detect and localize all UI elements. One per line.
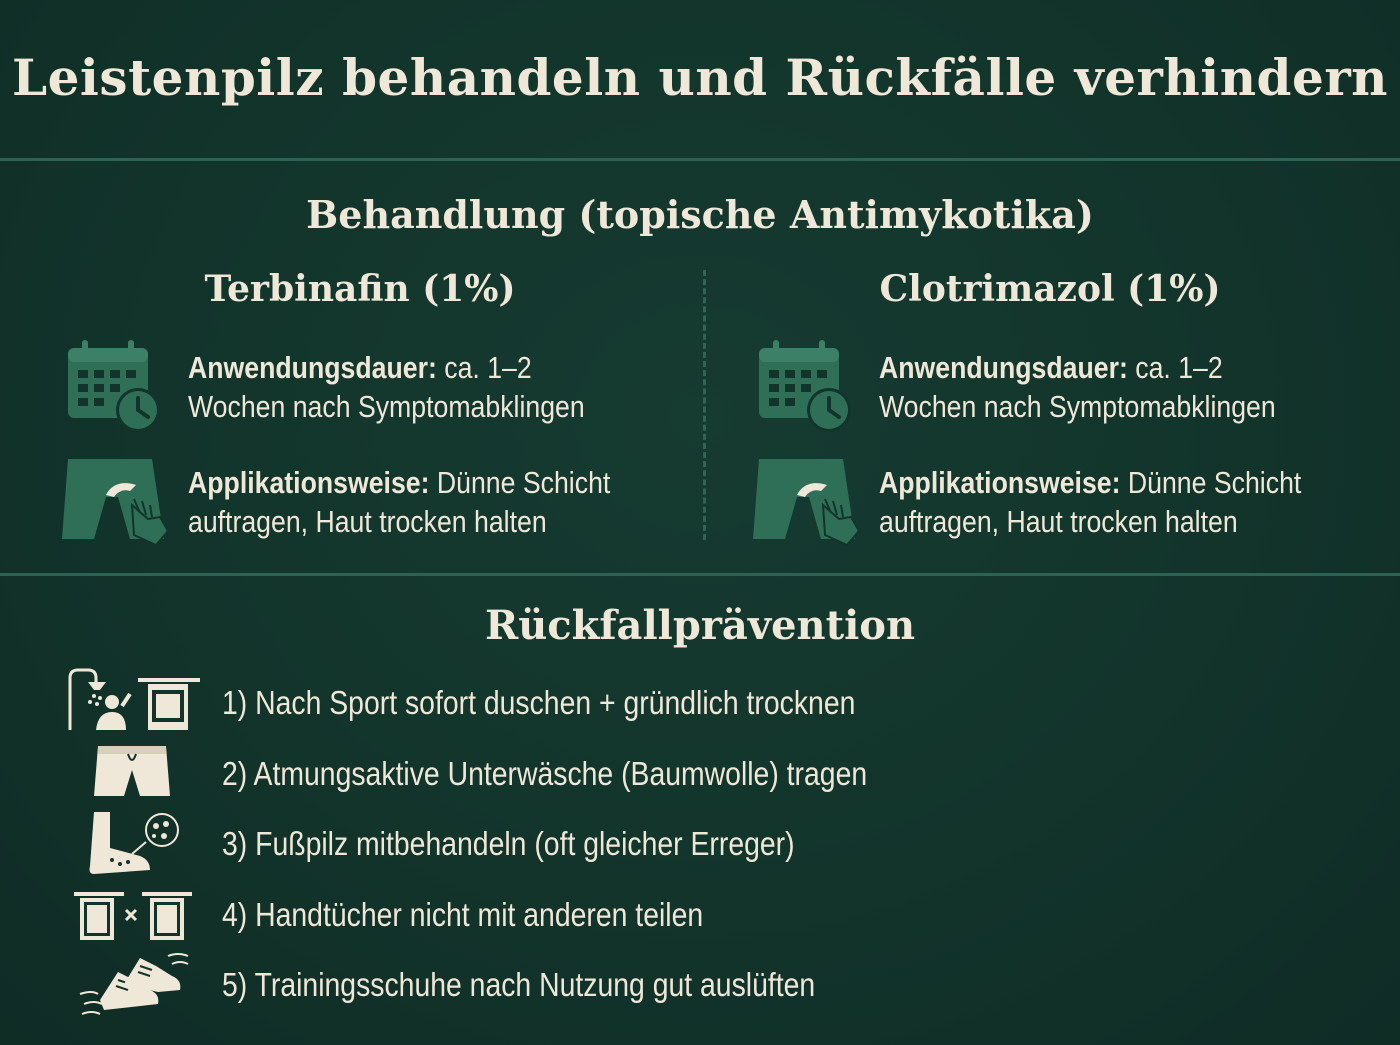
towels-no-sharing-icon bbox=[74, 888, 194, 942]
page-title: Leistenpilz behandeln und Rückfälle verhindern bbox=[11, 48, 1389, 107]
sneakers-airing-icon bbox=[78, 950, 190, 1020]
prevention-item: 2) Atmungsaktive Unterwäsche (Baumwolle) tragen bbox=[222, 755, 868, 792]
duration-text-terbinafin: Anwendungsdauer: ca. 1–2 Wochen nach Symptomabklingen bbox=[188, 350, 585, 424]
prevention-item: 5) Trainingsschuhe nach Nutzung gut auslüften bbox=[222, 966, 816, 1003]
column-divider bbox=[703, 270, 706, 540]
drug-title-clotrimazol: Clotrimazol (1%) bbox=[879, 268, 1221, 310]
foot-fungus-icon bbox=[84, 808, 180, 878]
section-divider bbox=[0, 158, 1400, 161]
groin-cream-application-icon bbox=[751, 455, 861, 547]
calendar-clock-icon bbox=[66, 338, 162, 434]
duration-text-clotrimazol: Anwendungsdauer: ca. 1–2 Wochen nach Symptomabklingen bbox=[879, 350, 1276, 424]
calendar-clock-icon bbox=[757, 338, 853, 434]
prevention-item: 4) Handtücher nicht mit anderen teilen bbox=[222, 896, 704, 933]
drug-title-terbinafin: Terbinafin (1%) bbox=[204, 268, 516, 310]
shower-towel-icon bbox=[66, 666, 200, 732]
prevention-heading: Rückfallprävention bbox=[484, 602, 916, 649]
prevention-item: 1) Nach Sport sofort duschen + gründlich trocknen bbox=[222, 684, 856, 721]
groin-cream-application-icon bbox=[60, 455, 170, 547]
application-text-clotrimazol: Applikationsweise: Dünne Schicht auftragen, Haut trocken halten bbox=[879, 465, 1302, 539]
prevention-item: 3) Fußpilz mitbehandeln (oft gleicher Erreger) bbox=[222, 825, 795, 862]
underwear-icon bbox=[92, 744, 172, 798]
section-divider bbox=[0, 573, 1400, 576]
application-text-terbinafin: Applikationsweise: Dünne Schicht auftragen, Haut trocken halten bbox=[188, 465, 611, 539]
treatment-heading: Behandlung (topische Antimykotika) bbox=[306, 192, 1094, 237]
